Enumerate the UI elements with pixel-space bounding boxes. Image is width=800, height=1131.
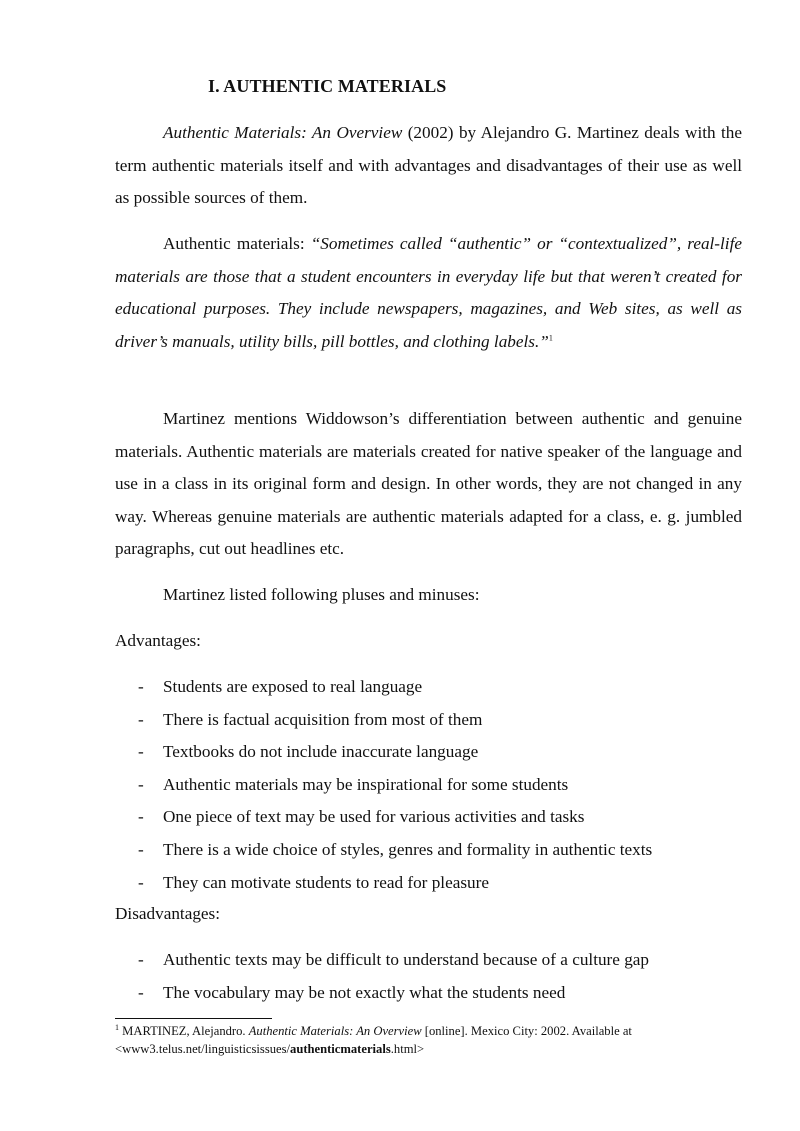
list-item: [115, 867, 755, 900]
footnote-mark: 1: [115, 1022, 119, 1032]
list-item: [115, 801, 755, 834]
footnote-publication: [online]. Mexico City: 2002. Available at: [421, 1024, 632, 1038]
footnote-author: MARTINEZ, Alejandro.: [119, 1024, 249, 1038]
paragraph-intro: [115, 117, 742, 215]
bullet-dash: -: [138, 807, 144, 827]
list-item: [115, 834, 755, 867]
list-item-text: Authentic texts may be difficult to understand because of a culture gap: [163, 950, 650, 969]
footnote-separator: [115, 1018, 272, 1019]
list-item-text: Textbooks do not include inaccurate language: [163, 742, 479, 762]
footnote-reference: 1: [548, 333, 553, 343]
bullet-dash: -: [138, 982, 144, 1002]
list-item: [115, 769, 755, 802]
definition-quote: “Sometimes called “authentic” or “contextualized”, real-life materials are those that a student encounters in everyday life but that weren’t created for educational purposes. They include newspapers, magazines, and Web sites, as well as driver’s manuals, utility bills, pill bottles, and clothing labels.”: [115, 234, 742, 351]
list-item-text: They can motivate students to read for pleasure: [163, 872, 489, 892]
bullet-dash: -: [138, 742, 144, 762]
bullet-dash: -: [138, 709, 144, 729]
bullet-dash: -: [138, 872, 144, 892]
paragraph-intro-text: (2002) by Alejandro G. Martinez deals with the term authentic materials itself and with advantages and disadvantages of their use as well as possible sources of them.: [115, 123, 742, 208]
list-item: [115, 671, 755, 704]
paragraph-widdowson: Martinez mentions Widdowson’s differentiation between authentic and genuine materials. Authentic materials are materials created for native speaker of the language and use in a class in its original form and design. In other words, they are not changed in any way. Whereas genuine materials are authentic materials adapted for a class, e. g. jumbled paragraphs, cut out headlines etc.: [115, 409, 742, 559]
list-item-text: There is factual acquisition from most of them: [163, 709, 483, 729]
bullet-dash: -: [138, 677, 144, 696]
footnote: [115, 1022, 755, 1058]
book-title: Authentic Materials: An Overview: [163, 123, 403, 142]
paragraph-definition: [115, 228, 742, 358]
disadvantages-label: Disadvantages:: [115, 904, 221, 923]
list-item-text: There is a wide choice of styles, genres and formality in authentic texts: [163, 839, 653, 859]
section-heading: I. AUTHENTIC MATERIALS: [208, 76, 447, 96]
list-item: [115, 977, 755, 1010]
footnote-url-suffix: .html>: [390, 1042, 425, 1056]
advantages-list: [115, 671, 755, 899]
bullet-dash: -: [138, 950, 144, 969]
paragraph-pluses-minuses: Martinez listed following pluses and minuses:: [163, 585, 480, 604]
footnote-url-bold: authenticmaterials: [290, 1042, 391, 1056]
list-item-text: The vocabulary may be not exactly what the students need: [163, 982, 566, 1002]
footnote-url-prefix: <www3.telus.net/linguisticsissues/: [115, 1042, 291, 1056]
footnote-title: Authentic Materials: An Overview: [248, 1024, 422, 1038]
list-item-text: One piece of text may be used for various activities and tasks: [163, 807, 585, 827]
bullet-dash: -: [138, 839, 144, 859]
advantages-label: Advantages:: [115, 631, 201, 650]
disadvantages-list: [115, 944, 755, 1009]
list-item-text: Authentic materials may be inspirational for some students: [163, 774, 569, 794]
list-item-text: Students are exposed to real language: [163, 677, 423, 696]
list-item: [115, 736, 755, 769]
bullet-dash: -: [138, 774, 144, 794]
list-item: [115, 704, 755, 737]
list-item: [115, 944, 755, 977]
definition-lead: Authentic materials:: [163, 234, 311, 253]
